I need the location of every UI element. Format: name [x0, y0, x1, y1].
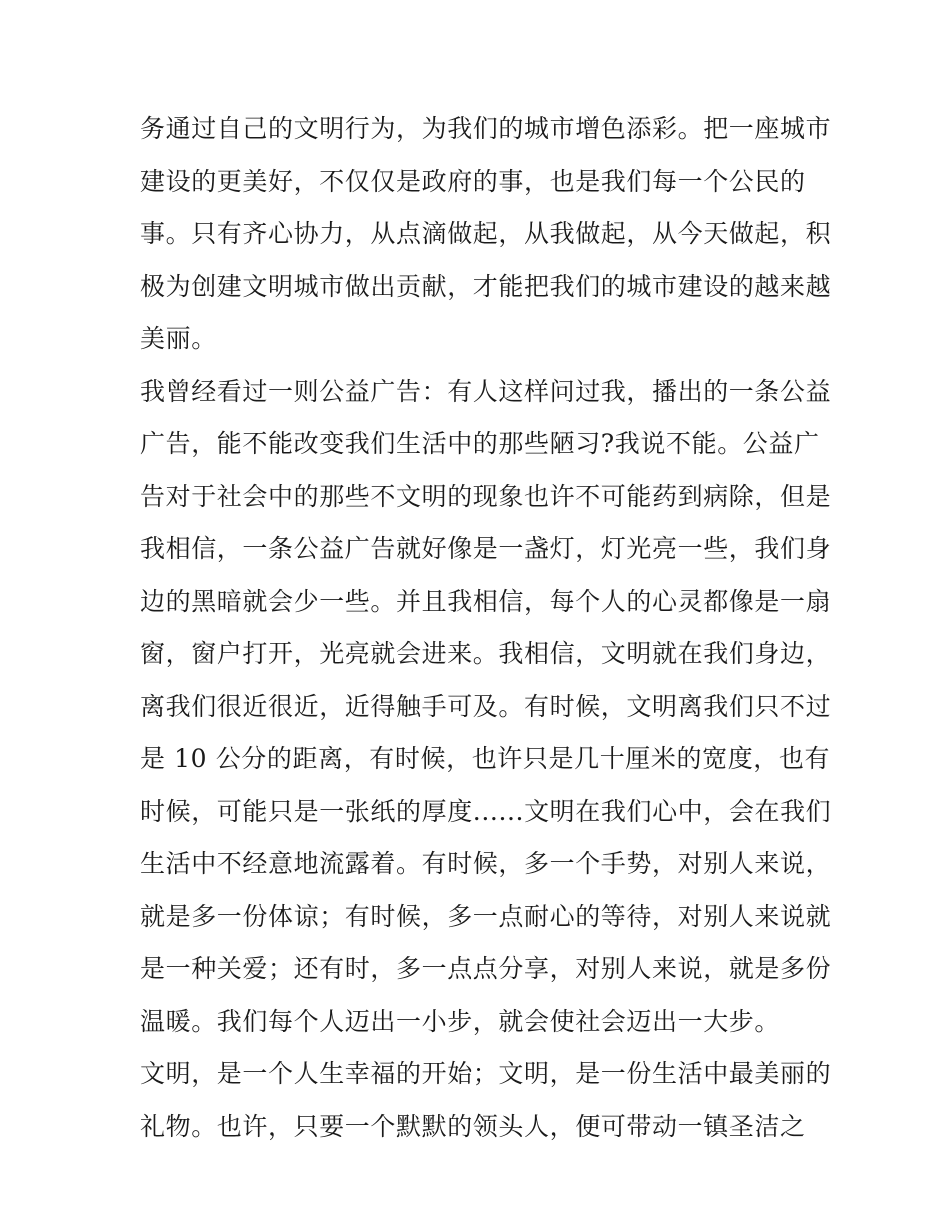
text-line: 是 10 公分的距离，有时候，也许只是几十厘米的宽度，也有 — [140, 744, 831, 773]
text-line: 务通过自己的文明行为，为我们的城市增色添彩。把一座城市 — [140, 114, 832, 143]
text-line: 窗，窗户打开，光亮就会进来。我相信，文明就在我们身边， — [140, 639, 832, 668]
text-line: 文明，是一个人生幸福的开始；文明，是一份生活中最美丽的 — [140, 1059, 832, 1088]
text-line: 边的黑暗就会少一些。并且我相信，每个人的心灵都像是一扇 — [140, 586, 832, 616]
text-line: 我相信，一条公益广告就好像是一盏灯，灯光亮一些，我们身 — [140, 534, 832, 563]
text-line: 温暖。我们每个人迈出一小步，就会使社会迈出一大步。 — [140, 1006, 781, 1036]
text-line: 广告，能不能改变我们生活中的那些陋习?我说不能。公益广 — [140, 429, 820, 458]
text-line: 事。只有齐心协力，从点滴做起，从我做起，从今天做起，积 — [140, 219, 832, 248]
body-text — [140, 103, 832, 1153]
text-line: 离我们很近很近，近得触手可及。有时候，文明离我们只不过 — [140, 691, 832, 721]
text-line: 生活中不经意地流露着。有时候，多一个手势，对别人来说， — [140, 849, 832, 878]
text-line: 礼物。也许，只要一个默默的领头人，便可带动一镇圣洁之 — [140, 1111, 806, 1141]
text-line: 美丽。 — [140, 324, 217, 353]
text-line: 我曾经看过一则公益广告：有人这样问过我，播出的一条公益 — [140, 376, 832, 406]
text-line: 极为创建文明城市做出贡献，才能把我们的城市建设的越来越 — [140, 271, 832, 301]
text-line: 告对于社会中的那些不文明的现象也许不可能药到病除，但是 — [140, 481, 832, 511]
text-line: 是一种关爱；还有时，多一点点分享，对别人来说，就是多份 — [140, 954, 832, 983]
text-line: 就是多一份体谅；有时候，多一点耐心的等待，对别人来说就 — [140, 901, 832, 931]
text-line: 时候，可能只是一张纸的厚度......文明在我们心中，会在我们 — [140, 796, 832, 826]
text-line: 建设的更美好，不仅仅是政府的事，也是我们每一个公民的 — [140, 166, 806, 196]
